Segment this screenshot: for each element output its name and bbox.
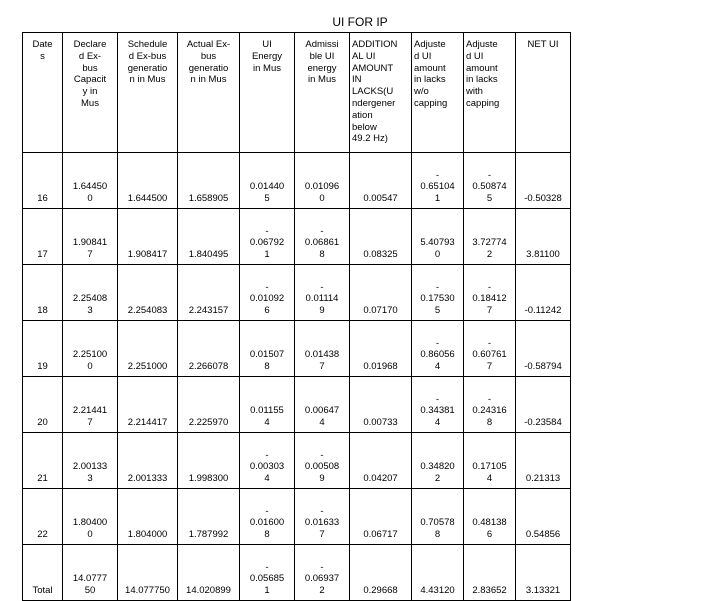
header-dates: Date s — [23, 33, 63, 153]
header-declared-capacity: Declare d Ex- bus Capacit y in Mus — [63, 33, 118, 153]
table-row — [23, 545, 571, 601]
cell-declared: 2.25100 0 — [63, 321, 118, 377]
cell-declared: 1.80400 0 — [63, 489, 118, 545]
cell-adj-wo: - 0.65104 1 — [412, 153, 464, 209]
cell-declared: 2.00133 3 — [63, 433, 118, 489]
cell-adj-with: 3.72774 2 — [464, 209, 516, 265]
cell-date: Total — [23, 545, 63, 601]
cell-actual: 2.225970 — [178, 377, 240, 433]
header-ui-energy: UI Energy in Mus — [240, 33, 295, 153]
cell-actual: 1.658905 — [178, 153, 240, 209]
cell-adj-wo: - 0.86056 4 — [412, 321, 464, 377]
cell-admissible: 0.01096 0 — [295, 153, 350, 209]
cell-date: 19 — [23, 321, 63, 377]
cell-date: 16 — [23, 153, 63, 209]
cell-admissible: - 0.01633 7 — [295, 489, 350, 545]
header-actual-generation: Actual Ex- bus generatio n in Mus — [178, 33, 240, 153]
cell-admissible: - 0.01114 9 — [295, 265, 350, 321]
cell-adj-with: - 0.18412 7 — [464, 265, 516, 321]
table-row — [23, 377, 571, 433]
cell-scheduled: 14.077750 — [118, 545, 178, 601]
header-admissible-ui-energy: Admissi ble UI energy in Mus — [295, 33, 350, 153]
cell-admissible: - 0.06861 8 — [295, 209, 350, 265]
cell-additional: 0.06717 — [350, 489, 412, 545]
cell-adj-wo: 4.43120 — [412, 545, 464, 601]
cell-adj-wo: - 0.17530 5 — [412, 265, 464, 321]
header-net-ui: NET UI — [516, 33, 571, 153]
cell-actual: 2.266078 — [178, 321, 240, 377]
cell-ui: 0.01155 4 — [240, 377, 295, 433]
table-row — [23, 433, 571, 489]
cell-scheduled: 1.804000 — [118, 489, 178, 545]
cell-adj-wo: 5.40793 0 — [412, 209, 464, 265]
cell-ui: 0.01507 8 — [240, 321, 295, 377]
cell-additional: 0.04207 — [350, 433, 412, 489]
cell-net: -0.11242 — [516, 265, 571, 321]
cell-declared: 1.90841 7 — [63, 209, 118, 265]
cell-admissible: 0.00647 4 — [295, 377, 350, 433]
cell-additional: 0.01968 — [350, 321, 412, 377]
ui-table — [22, 32, 571, 601]
cell-adj-wo: 0.70578 8 — [412, 489, 464, 545]
cell-additional: 0.29668 — [350, 545, 412, 601]
cell-declared: 14.0777 50 — [63, 545, 118, 601]
cell-date: 21 — [23, 433, 63, 489]
cell-date: 20 — [23, 377, 63, 433]
cell-scheduled: 2.254083 — [118, 265, 178, 321]
cell-declared: 1.64450 0 — [63, 153, 118, 209]
cell-admissible: - 0.00508 9 — [295, 433, 350, 489]
cell-net: 3.81100 — [516, 209, 571, 265]
header-adjusted-ui-wo-capping: Adjuste d UI amount in lacks w/o capping — [412, 33, 464, 153]
cell-actual: 14.020899 — [178, 545, 240, 601]
cell-adj-with: - 0.24316 8 — [464, 377, 516, 433]
cell-actual: 1.787992 — [178, 489, 240, 545]
cell-net: 0.21313 — [516, 433, 571, 489]
cell-adj-wo: - 0.34381 4 — [412, 377, 464, 433]
cell-scheduled: 2.214417 — [118, 377, 178, 433]
cell-actual: 1.840495 — [178, 209, 240, 265]
table-row — [23, 321, 571, 377]
cell-admissible: 0.01438 7 — [295, 321, 350, 377]
cell-additional: 0.00733 — [350, 377, 412, 433]
table-row — [23, 153, 571, 209]
cell-scheduled: 2.251000 — [118, 321, 178, 377]
header-additional-ui-amount: ADDITION AL UI AMOUNT IN LACKS(U ndergener ation below 49.2 Hz) — [350, 33, 412, 153]
cell-ui: - 0.05685 1 — [240, 545, 295, 601]
cell-scheduled: 1.908417 — [118, 209, 178, 265]
cell-ui: 0.01440 5 — [240, 153, 295, 209]
cell-adj-with: 0.48138 6 — [464, 489, 516, 545]
cell-additional: 0.07170 — [350, 265, 412, 321]
cell-declared: 2.25408 3 — [63, 265, 118, 321]
cell-adj-with: - 0.60761 7 — [464, 321, 516, 377]
cell-additional: 0.08325 — [350, 209, 412, 265]
cell-net: -0.50328 — [516, 153, 571, 209]
cell-adj-with: - 0.50874 5 — [464, 153, 516, 209]
cell-adj-with: 2.83652 — [464, 545, 516, 601]
cell-net: 3.13321 — [516, 545, 571, 601]
cell-ui: - 0.06792 1 — [240, 209, 295, 265]
cell-actual: 2.243157 — [178, 265, 240, 321]
cell-adj-wo: 0.34820 2 — [412, 433, 464, 489]
table-row — [23, 489, 571, 545]
document-title: UI FOR IP — [332, 15, 388, 29]
table-row — [23, 265, 571, 321]
cell-scheduled: 2.001333 — [118, 433, 178, 489]
cell-admissible: - 0.06937 2 — [295, 545, 350, 601]
cell-date: 17 — [23, 209, 63, 265]
cell-ui: - 0.00303 4 — [240, 433, 295, 489]
header-scheduled-generation: Schedule d Ex-bus generatio n in Mus — [118, 33, 178, 153]
header-row — [23, 33, 571, 153]
cell-net: 0.54856 — [516, 489, 571, 545]
cell-ui: - 0.01600 8 — [240, 489, 295, 545]
cell-declared: 2.21441 7 — [63, 377, 118, 433]
cell-net: -0.58794 — [516, 321, 571, 377]
cell-additional: 0.00547 — [350, 153, 412, 209]
header-adjusted-ui-with-capping: Adjuste d UI amount in lacks with capping — [464, 33, 516, 153]
cell-date: 22 — [23, 489, 63, 545]
cell-net: -0.23584 — [516, 377, 571, 433]
cell-scheduled: 1.644500 — [118, 153, 178, 209]
cell-ui: - 0.01092 6 — [240, 265, 295, 321]
cell-adj-with: 0.17105 4 — [464, 433, 516, 489]
table-row — [23, 209, 571, 265]
cell-date: 18 — [23, 265, 63, 321]
cell-actual: 1.998300 — [178, 433, 240, 489]
